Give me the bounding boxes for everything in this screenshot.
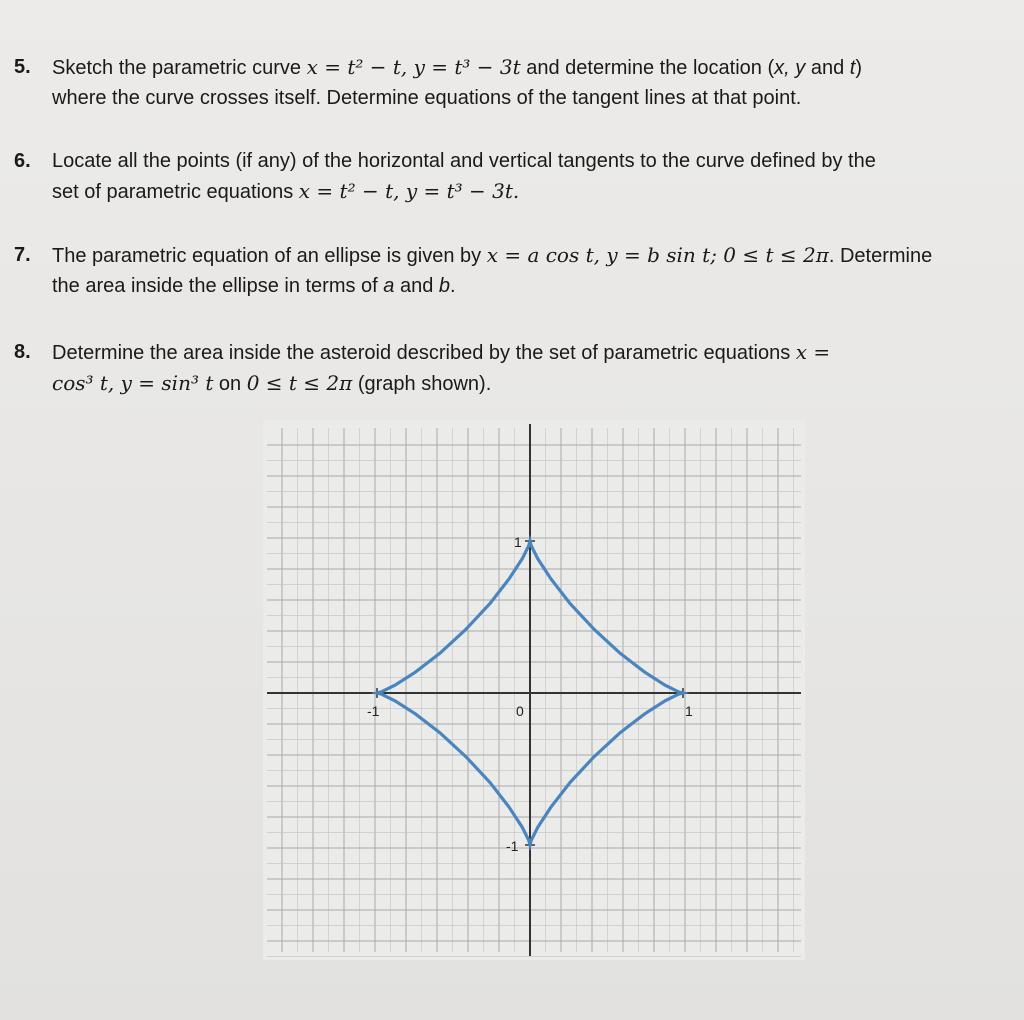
problem-line xyxy=(52,337,1016,368)
problem-line xyxy=(52,271,1016,301)
equation: x = xyxy=(795,340,831,364)
equation: x = a cos t, y = b sin t; 0 ≤ t ≤ 2π xyxy=(486,243,829,267)
text-segment: ) xyxy=(855,57,862,79)
astroid-graph xyxy=(263,420,805,960)
problem-number: 8. xyxy=(14,341,31,363)
text-segment: Sketch the parametric curve xyxy=(52,57,307,79)
math-variable: x, y xyxy=(774,57,806,79)
problem-line: Locate all the points (if any) of the horizontal and vertical tangents to the curve defined by the xyxy=(52,150,876,172)
problem-line xyxy=(52,52,1016,83)
problem-text xyxy=(52,52,1016,113)
y-tick-label: -1 xyxy=(506,838,519,854)
x-tick-label: 1 xyxy=(685,703,693,719)
text-segment: and determine the location ( xyxy=(520,57,775,79)
math-variable: a xyxy=(383,275,395,297)
problem-8 xyxy=(14,337,1016,399)
equation: 0 ≤ t ≤ 2π xyxy=(246,371,353,395)
problem-line xyxy=(52,240,1016,271)
x-tick-label: 0 xyxy=(516,703,524,719)
text-segment: . Determine xyxy=(828,245,933,267)
problem-number: 7. xyxy=(14,244,31,266)
math-variable: t xyxy=(849,57,856,79)
equation: x = t² − t, y = t³ − 3t. xyxy=(298,179,520,203)
problem-text xyxy=(52,337,1016,399)
problem-number: 6. xyxy=(14,150,31,172)
text-segment: The parametric equation of an ellipse is given by xyxy=(52,245,487,267)
problem-line xyxy=(52,368,1016,399)
problem-7 xyxy=(14,240,1016,301)
problem-5 xyxy=(14,52,1016,113)
text-segment: Determine the area inside the asteroid described by the set of parametric equations xyxy=(52,342,796,364)
problem-text xyxy=(52,146,1016,207)
text-segment: . xyxy=(450,275,456,297)
problem-text xyxy=(52,240,1016,301)
text-segment: (graph shown). xyxy=(352,373,492,395)
problem-6 xyxy=(14,146,1016,207)
equation: x = t² − t, y = t³ − 3t xyxy=(306,55,521,79)
text-segment: the area inside the ellipse in terms of xyxy=(52,275,384,297)
problem-line xyxy=(52,176,1016,207)
text-segment: on xyxy=(213,373,247,395)
text-segment: and xyxy=(394,275,439,297)
x-tick-label: -1 xyxy=(367,703,380,719)
problem-number: 5. xyxy=(14,56,31,78)
y-tick-label: 1 xyxy=(514,534,522,550)
math-variable: b xyxy=(438,275,451,297)
equation: cos³ t, y = sin³ t xyxy=(52,371,214,395)
text-segment: and xyxy=(805,57,850,79)
problem-line: where the curve crosses itself. Determine equations of the tangent lines at that point. xyxy=(52,87,802,109)
text-segment: set of parametric equations xyxy=(52,181,299,203)
